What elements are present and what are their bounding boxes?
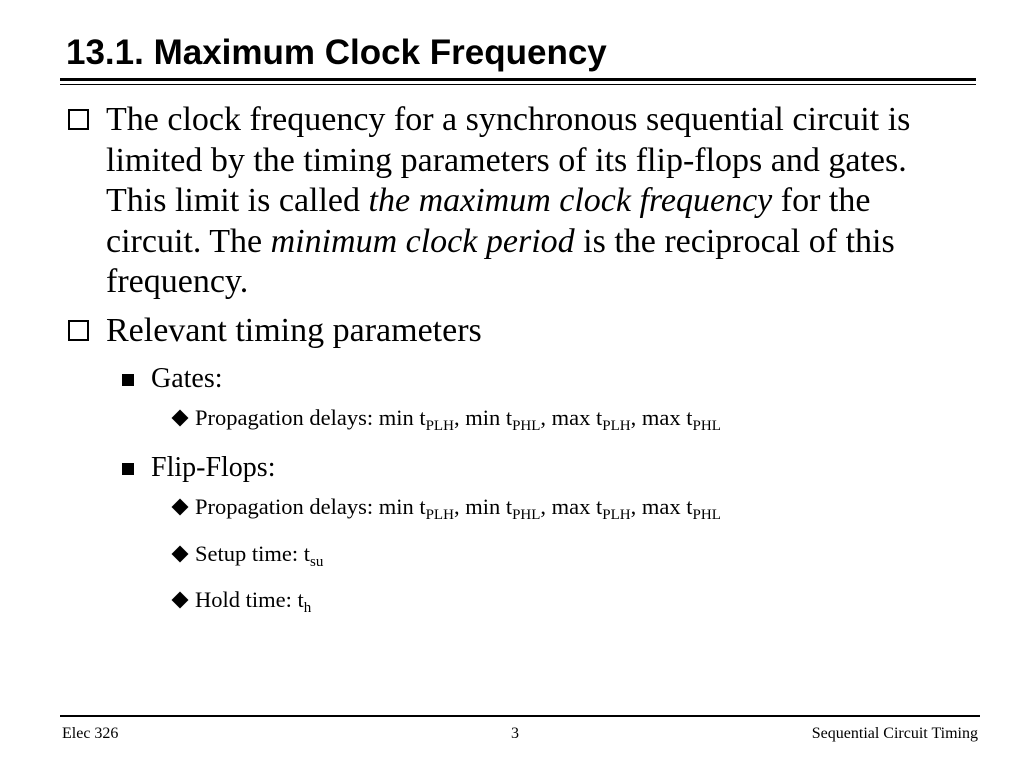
footer-course: Elec 326 — [62, 725, 119, 742]
flip-flops-setup-time — [172, 540, 972, 568]
filled-square-bullet-icon — [122, 463, 134, 475]
footer-rule — [60, 715, 980, 717]
sub-bullet-flip-flops-label: Flip-Flops: — [151, 452, 276, 483]
sub-bullet-flip-flops — [122, 451, 942, 485]
diamond-bullet-icon — [172, 499, 189, 516]
diamond-bullet-icon — [172, 546, 189, 563]
sub-bullet-gates — [122, 362, 942, 396]
flip-flops-propagation-delays-text: Propagation delays: $\min t_{PLH}$, $\min t_{PHL}$, $\max t_{PLH}$, $\max t_{PHL}$ — [195, 494, 721, 523]
bullet-clock-frequency — [68, 100, 948, 303]
slide-title: 13.1. Maximum Clock Frequency — [66, 33, 607, 72]
hollow-square-bullet-icon — [68, 320, 89, 341]
filled-square-bullet-icon — [122, 374, 134, 386]
diamond-bullet-icon — [172, 592, 189, 609]
footer-topic: Sequential Circuit Timing — [811, 725, 978, 742]
flip-flops-hold-time — [172, 586, 972, 614]
term-maximum-clock-frequency: the maximum clock frequency — [368, 182, 773, 219]
flip-flops-propagation-delays — [172, 493, 972, 521]
title-rule-thick — [60, 78, 976, 81]
bullet-relevant-timing-text: Relevant timing parameters — [106, 312, 482, 349]
title-rule-thin — [60, 84, 976, 85]
bullet-relevant-timing — [68, 311, 948, 352]
hollow-square-bullet-icon — [68, 109, 89, 130]
diamond-bullet-icon — [172, 410, 189, 427]
footer-page-number: 3 — [511, 725, 519, 742]
gates-propagation-delays — [172, 404, 972, 432]
term-minimum-clock-period: minimum clock period — [270, 222, 575, 260]
flip-flops-setup-time-text: Setup time: $t_{su}$ — [195, 541, 324, 570]
gates-propagation-delays-text: Propagation delays: $\min t_{PLH}$, $\min t_{PHL}$, $\max t_{PLH}$, $\max t_{PHL}$ — [195, 405, 721, 434]
sub-bullet-gates-label: Gates: — [151, 363, 223, 394]
flip-flops-hold-time-text: Hold time: $t_h$ — [195, 587, 312, 616]
bullet-clock-frequency-text: The clock frequency for a synchronous sequential circuit is limited by the timing parameters of its flip-flops and gates. This limit is called the maximum clock frequency for the circuit. The minimum clock period is the reciprocal of this frequency. — [106, 101, 911, 300]
